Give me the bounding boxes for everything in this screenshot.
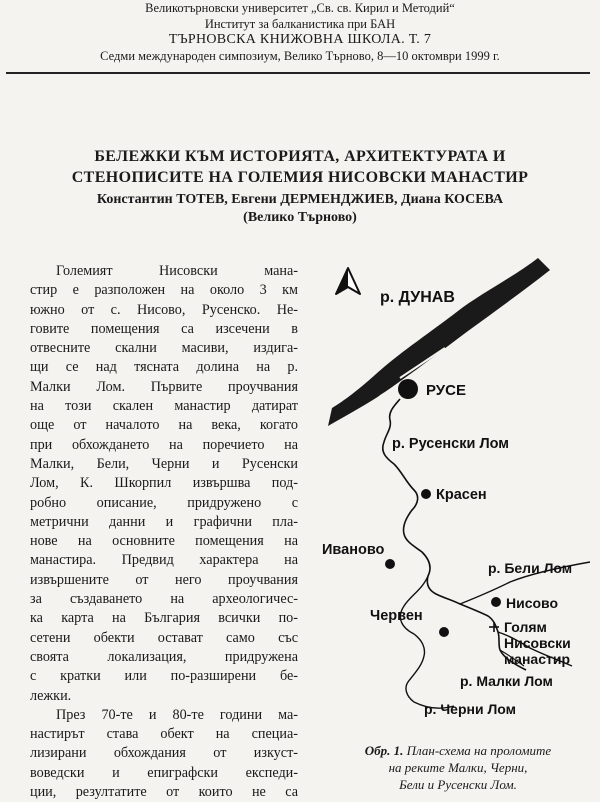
north-arrow-icon: [336, 268, 360, 294]
ivanovo-marker: [385, 559, 395, 569]
body-line: говите помещения са изсечени в: [30, 320, 298, 337]
article-title-line-2: СТЕНОПИСИТЕ НА ГОЛЕМИЯ НИСОВСКИ МАНАСТИР: [71, 169, 529, 186]
body-line: През 70-те и 80-те години ма-: [56, 706, 298, 723]
body-line: Големият Нисовски мана-: [56, 263, 298, 279]
body-line: за създаването на археологичес-: [30, 591, 298, 608]
body-line: ции, резултатите от които не са: [30, 784, 298, 801]
article-city: (Велико Търново): [243, 210, 357, 225]
article-authors: Константин ТОТЕВ, Евгени ДЕРМЕНДЖИЕВ, Диана КОСЕВА: [96, 192, 504, 207]
caption-line-2: на реките Малки, Черни,: [388, 760, 528, 775]
page-header: [0, 0, 600, 72]
nisovo-marker: [491, 597, 501, 607]
body-line: щи се над тясната долина на р.: [30, 359, 298, 376]
body-line: метрични данни и графични пла-: [30, 513, 298, 530]
river-map-figure: [310, 256, 600, 740]
body-line: лежки.: [30, 687, 72, 704]
rusenski-lom-label: р. Русенски Лом: [392, 436, 510, 452]
body-line: южно от с. Нисово, Русенско. Не-: [30, 301, 298, 318]
krasen-marker: [421, 489, 431, 499]
river-map: [310, 256, 600, 740]
ivanovo-label: Иваново: [322, 542, 385, 558]
danube-label: р. ДУНАВ: [380, 289, 455, 306]
body-line: ка карта на България всички по-: [30, 610, 298, 627]
caption-label: Обр. 1.: [364, 743, 404, 758]
body-line: Малки Лом. Първите проучвания: [30, 378, 298, 395]
monastery-label-1: Голям: [504, 619, 547, 635]
body-line: с кратки или по-разширени бе-: [30, 668, 298, 685]
cherni-lom-river: [400, 576, 454, 708]
article-title-block: [0, 146, 600, 227]
cherni-lom-label: р. Черни Лом: [424, 701, 517, 717]
body-line: Малки, Бели, Черни и Русенски: [30, 455, 298, 472]
body-line: воведски и епиграфски експеди-: [30, 764, 298, 781]
body-line: манастира. Предвид характера на: [30, 552, 298, 569]
body-text: [30, 262, 298, 802]
malki-lom-label: р. Малки Лом: [460, 673, 553, 689]
figure-caption: [328, 742, 588, 793]
body-line: Лом, К. Шкорпил извършва под-: [30, 475, 298, 492]
body-line: робно описание, придружено с: [30, 494, 298, 511]
nisovo-label: Нисово: [506, 595, 559, 611]
body-line: стир е разположен на около 3 км: [30, 282, 298, 299]
ruse-label: РУСЕ: [426, 382, 466, 399]
university-line: Великотърновски университет „Св. св. Кирил и Методий“: [145, 1, 455, 15]
header-rule: [6, 72, 590, 74]
article-title-line-1: БЕЛЕЖКИ КЪМ ИСТОРИЯТА, АРХИТЕКТУРАТА И: [94, 148, 506, 165]
ruse-marker: [398, 379, 418, 399]
cherven-marker: [439, 627, 449, 637]
krasen-label: Красен: [436, 487, 487, 503]
body-line: лизирани обхождания от изкуст-: [30, 745, 298, 762]
monastery-label-2: Нисовски: [504, 635, 571, 651]
series-title: ТЪРНОВСКА КНИЖОВНА ШКОЛА. Т. 7: [168, 32, 432, 47]
body-line: своята локализация, придружена: [30, 648, 298, 665]
symposium-line: Седми международен симпозиум, Велико Търново, 8—10 октомври 1999 г.: [100, 49, 500, 63]
body-line: настирът става обект на специа-: [30, 726, 298, 743]
caption-line-3: Бели и Русенски Лом.: [399, 777, 517, 792]
body-line: извършените от него проучвания: [30, 571, 298, 588]
body-line: сетени обекти остават само със: [30, 629, 298, 646]
body-line: при обхождането на поречието на: [30, 436, 298, 453]
beli-lom-label: р. Бели Лом: [488, 560, 573, 576]
body-line: още от началото на века, когато: [30, 417, 298, 434]
monastery-label-3: манастир: [504, 651, 571, 667]
body-line: нове на основните помещения на: [30, 533, 298, 550]
caption-line-1: План-схема на проломите: [406, 743, 552, 758]
danube-river: [328, 258, 550, 426]
institute-line: Институт за балканистика при БАН: [204, 17, 396, 31]
body-line: на този скален манастир датират: [30, 398, 298, 415]
cherven-label: Червен: [370, 608, 423, 624]
body-line: отвесните скални масиви, издига-: [30, 340, 298, 357]
